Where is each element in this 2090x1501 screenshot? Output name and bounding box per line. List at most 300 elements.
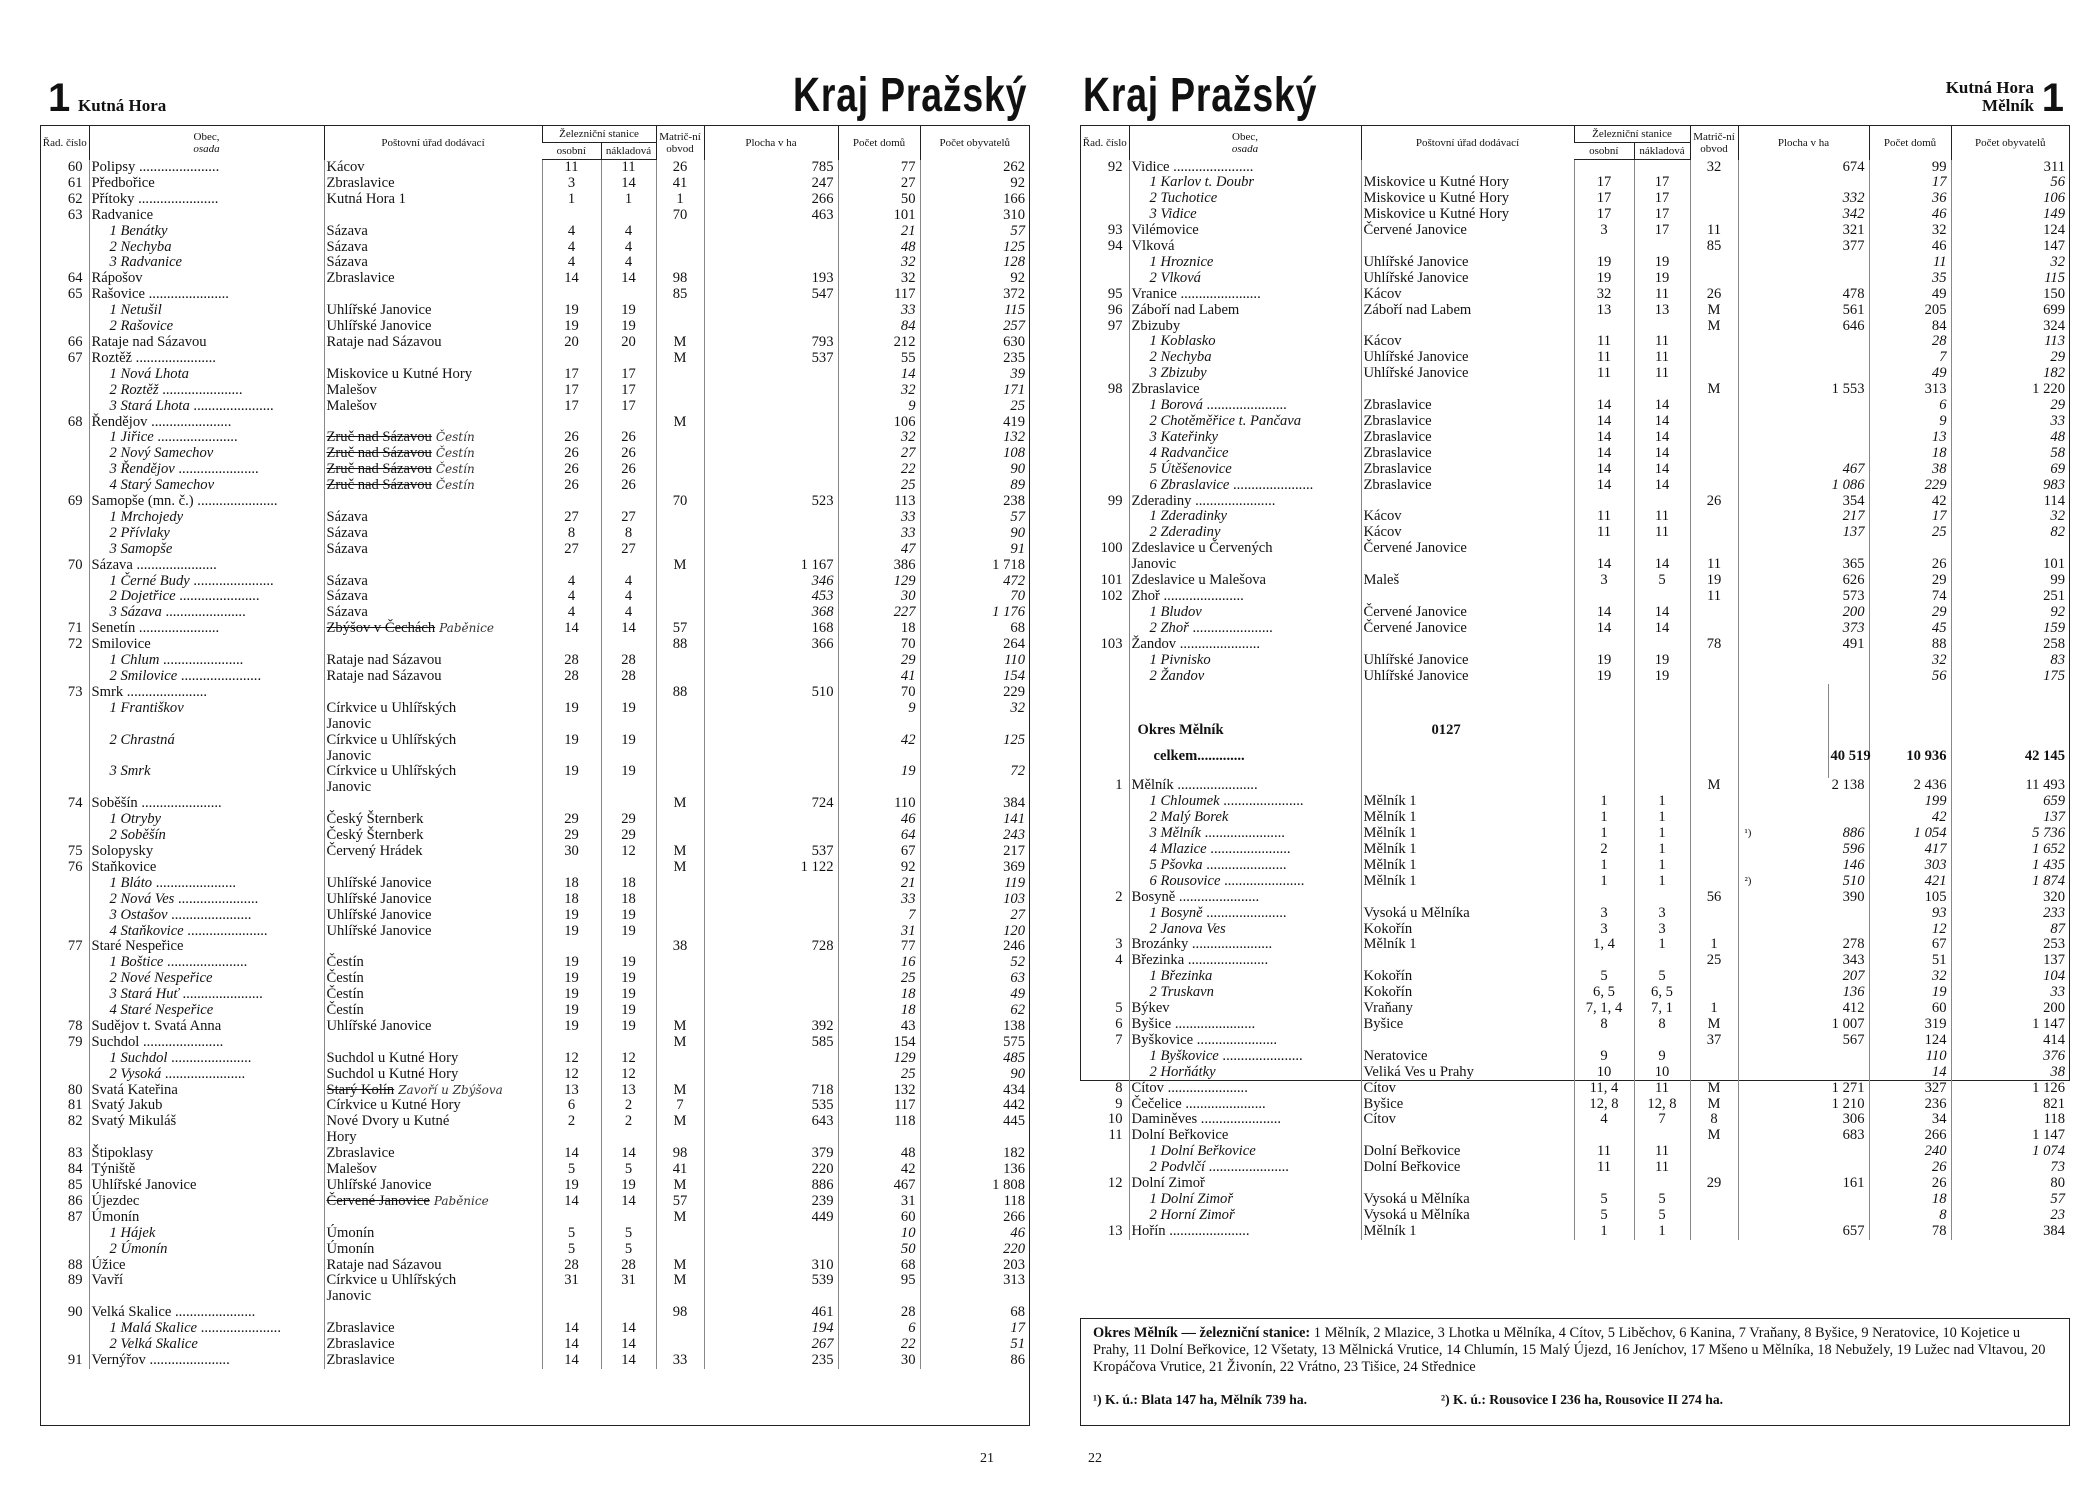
- table-row: [41, 415, 1029, 431]
- population: 99: [1951, 573, 2069, 589]
- population: 46: [920, 1226, 1029, 1242]
- row-number: [41, 669, 89, 685]
- post-office: Uhlířské Janovice: [1361, 653, 1574, 669]
- area-ha: 491: [1738, 637, 1869, 653]
- station-freight: 4: [601, 589, 656, 605]
- post-office: Zbraslavice: [1361, 414, 1574, 430]
- area-ha: 674: [1738, 160, 1869, 176]
- table-row: [41, 446, 1029, 462]
- area-ha: [704, 780, 838, 796]
- registry-district: M: [1690, 382, 1738, 398]
- table-row: [41, 685, 1029, 701]
- station-passenger: [1574, 890, 1634, 906]
- station-passenger: [542, 1035, 601, 1051]
- row-number: 83: [67, 1145, 83, 1162]
- registry-district: [1690, 446, 1738, 462]
- area-ha: [704, 526, 838, 542]
- station-passenger: 5: [542, 1226, 601, 1242]
- registry-district: [1690, 271, 1738, 287]
- population: 101: [1951, 557, 2069, 573]
- registry-district: [1690, 794, 1738, 810]
- table-row: [1081, 605, 2069, 621]
- population: 57: [1951, 1192, 2069, 1208]
- post-office: Mělník 1: [1361, 874, 1574, 890]
- registry-district: [1690, 525, 1738, 541]
- population: 138: [920, 1019, 1029, 1035]
- region-title: Kraj Pražský: [792, 69, 1027, 122]
- municipality-name: Zhoř ......................: [1129, 589, 1361, 605]
- registry-district: [656, 987, 704, 1003]
- post-office: Církvice u Uhlířských: [324, 1273, 542, 1289]
- registry-district: [1690, 398, 1738, 414]
- post-office: Malešov: [324, 1162, 542, 1178]
- station-freight: 8: [601, 526, 656, 542]
- table-row: [41, 510, 1029, 526]
- population: 70: [920, 589, 1029, 605]
- population: 821: [1951, 1097, 2069, 1113]
- population: 92: [920, 271, 1029, 287]
- empty-cell: [1634, 684, 1690, 698]
- station-freight: 8: [1634, 1017, 1690, 1033]
- population: 1 435: [1951, 858, 2069, 874]
- population: 266: [920, 1210, 1029, 1226]
- settlement-name: 1 Chloumek ......................: [1129, 794, 1361, 810]
- station-passenger: 19: [542, 319, 601, 335]
- registry-district: M: [1690, 1128, 1738, 1144]
- row-number: 62: [67, 190, 83, 207]
- post-office: Církvice u Kutné Hory: [324, 1098, 542, 1114]
- station-passenger: 3: [1574, 922, 1634, 938]
- station-freight: 14: [1634, 557, 1690, 573]
- population: 104: [1951, 969, 2069, 985]
- station-freight: 11: [601, 160, 656, 176]
- municipality-name: Zdeslavice u Červených: [1129, 541, 1361, 557]
- settlement-name: 1 Benátky: [89, 224, 324, 240]
- row-number: [1081, 1049, 1129, 1065]
- municipality-name: Mělník ......................: [1129, 778, 1361, 794]
- station-passenger: 28: [542, 1258, 601, 1274]
- population: 983: [1951, 478, 2069, 494]
- population: 1 147: [1951, 1128, 2069, 1144]
- empty-cell: [1574, 698, 1634, 712]
- post-office: Suchdol u Kutné Hory: [324, 1067, 542, 1083]
- house-count: 21: [838, 876, 920, 892]
- population: 1 718: [920, 558, 1029, 574]
- area-ha: 168: [704, 621, 838, 637]
- registry-district: [1690, 874, 1738, 890]
- post-office: Vysoká u Mělníka: [1361, 906, 1574, 922]
- table-row: [1081, 1128, 2069, 1144]
- area-ha: [704, 701, 838, 717]
- house-count: 110: [1869, 1049, 1951, 1065]
- area-ha: [1738, 906, 1869, 922]
- population: 32: [1951, 255, 2069, 271]
- row-number: 68: [67, 413, 83, 430]
- station-freight: 4: [601, 224, 656, 240]
- registry-district: [656, 574, 704, 590]
- post-office: Mělník 1: [1361, 826, 1574, 842]
- population: 137: [1951, 953, 2069, 969]
- population: 200: [1951, 1001, 2069, 1017]
- registry-district: 1: [1690, 1001, 1738, 1017]
- row-number: [41, 828, 89, 844]
- row-number: [41, 367, 89, 383]
- municipality-name: Brozánky ......................: [1129, 937, 1361, 953]
- table-row: [1081, 738, 2069, 764]
- settlement-name: 4 Staňkovice ......................: [89, 924, 324, 940]
- table-row: [1081, 653, 2069, 669]
- population: 258: [1951, 637, 2069, 653]
- station-freight: [601, 287, 656, 303]
- table-row: [1081, 810, 2069, 826]
- station-passenger: 11: [1574, 1160, 1634, 1176]
- settlement-name: 2 Dojetřice ......................: [89, 589, 324, 605]
- area-ha: 266: [704, 192, 838, 208]
- station-freight: 13: [1634, 303, 1690, 319]
- population: 1 220: [1951, 382, 2069, 398]
- area-ha: [704, 1067, 838, 1083]
- area-ha: 2 138: [1738, 778, 1869, 794]
- station-passenger: [542, 558, 601, 574]
- population: 106: [1951, 191, 2069, 207]
- row-number: 90: [67, 1304, 83, 1321]
- station-passenger: 4: [542, 255, 601, 271]
- station-passenger: 19: [542, 1178, 601, 1194]
- municipality-name: Rápošov: [89, 271, 324, 287]
- post-office: [324, 860, 542, 876]
- table-row: [41, 1098, 1029, 1114]
- population: 235: [920, 351, 1029, 367]
- area-ha: [704, 749, 838, 765]
- station-freight: 1: [1634, 842, 1690, 858]
- house-count: 421: [1869, 874, 1951, 890]
- house-count: 45: [1869, 621, 1951, 637]
- population: 113: [1951, 334, 2069, 350]
- station-passenger: 18: [542, 876, 601, 892]
- population: 141: [920, 812, 1029, 828]
- area-ha: [704, 415, 838, 431]
- area-ha: 136: [1738, 985, 1869, 1001]
- registry-district: M: [1690, 1097, 1738, 1113]
- area-ha: 247: [704, 176, 838, 192]
- post-office: Uhlířské Janovice: [1361, 366, 1574, 382]
- total-label: celkem.............: [1129, 738, 1361, 764]
- table-row: [1081, 1144, 2069, 1160]
- handwritten-correction: Čestín: [435, 446, 475, 461]
- registry-district: M: [656, 415, 704, 431]
- row-number: 97: [1107, 317, 1123, 334]
- row-number: 3: [1115, 936, 1123, 953]
- house-count: 49: [1869, 366, 1951, 382]
- area-ha: 561: [1738, 303, 1869, 319]
- table-row: [41, 860, 1029, 876]
- row-number: [41, 1321, 89, 1337]
- registry-district: 1: [1690, 937, 1738, 953]
- table-row: [41, 844, 1029, 860]
- area-ha: [704, 399, 838, 415]
- station-freight: [601, 208, 656, 224]
- station-freight: [601, 860, 656, 876]
- registry-district: M: [656, 1210, 704, 1226]
- station-freight: [601, 717, 656, 733]
- post-office: [324, 287, 542, 303]
- station-passenger: 19: [542, 733, 601, 749]
- row-number: [41, 319, 89, 335]
- station-freight: 17: [1634, 175, 1690, 191]
- post-office: [1361, 589, 1574, 605]
- station-freight: 12, 8: [1634, 1097, 1690, 1113]
- post-office: Sázava: [324, 224, 542, 240]
- station-freight: [601, 1130, 656, 1146]
- registry-district: [656, 669, 704, 685]
- post-office: Čestín: [324, 1003, 542, 1019]
- population: 1 652: [1951, 842, 2069, 858]
- house-count: 17: [1869, 509, 1951, 525]
- table-row: [41, 1242, 1029, 1258]
- population: 147: [1951, 239, 2069, 255]
- registry-district: [656, 446, 704, 462]
- station-freight: [1634, 778, 1690, 794]
- col-nakladova: nákladová: [1634, 143, 1690, 160]
- row-number: 5: [1115, 1000, 1123, 1017]
- station-freight: 19: [601, 303, 656, 319]
- area-ha: [704, 733, 838, 749]
- station-freight: 4: [601, 255, 656, 271]
- empty-cell: [1951, 764, 2069, 778]
- station-passenger: 26: [542, 446, 601, 462]
- population: [920, 717, 1029, 733]
- area-ha: 510: [704, 685, 838, 701]
- station-freight: 11: [1634, 509, 1690, 525]
- area-ha: 596: [1738, 842, 1869, 858]
- handwritten-correction: Čestín: [435, 430, 475, 445]
- registry-district: [656, 240, 704, 256]
- station-freight: 27: [601, 542, 656, 558]
- population: 175: [1951, 669, 2069, 685]
- post-office: Kokořín: [1361, 922, 1574, 938]
- post-office: [1361, 160, 1574, 176]
- post-office: [1361, 778, 1574, 794]
- row-number: [1081, 430, 1129, 446]
- row-number: [41, 876, 89, 892]
- area-ha: 366: [704, 637, 838, 653]
- area-ha: [704, 303, 838, 319]
- municipality-name: Úmonín: [89, 1210, 324, 1226]
- population: 115: [1951, 271, 2069, 287]
- house-count: 29: [1869, 573, 1951, 589]
- row-number: [1081, 478, 1129, 494]
- post-office: Starý Kolín Zavoří u Zbýšova: [324, 1083, 542, 1099]
- post-office: Rataje nad Sázavou: [324, 669, 542, 685]
- settlement-name: 1 Bludov: [1129, 605, 1361, 621]
- population: 39: [920, 367, 1029, 383]
- municipality-name: Dolní Zimoř: [1129, 1176, 1361, 1192]
- station-freight: 2: [601, 1098, 656, 1114]
- station-freight: 14: [601, 1321, 656, 1337]
- station-freight: 11: [1634, 287, 1690, 303]
- settlement-name: 2 Chotěměřice t. Pančava: [1129, 414, 1361, 430]
- population: 264: [920, 637, 1029, 653]
- table-row: [1081, 1049, 2069, 1065]
- population: 124: [1951, 223, 2069, 239]
- population: 52: [920, 955, 1029, 971]
- registry-district: [656, 224, 704, 240]
- house-count: 26: [1869, 1176, 1951, 1192]
- empty-cell: [1129, 764, 1361, 778]
- station-freight: 9: [1634, 1049, 1690, 1065]
- row-number: 77: [67, 938, 83, 955]
- house-count: 56: [1869, 669, 1951, 685]
- population: 203: [920, 1258, 1029, 1274]
- house-count: 42: [838, 1162, 920, 1178]
- station-freight: 5: [601, 1162, 656, 1178]
- registry-district: 56: [1690, 890, 1738, 906]
- house-count: 18: [838, 987, 920, 1003]
- house-count: 68: [838, 1258, 920, 1274]
- house-count: 36: [1869, 191, 1951, 207]
- table-row: [41, 1273, 1029, 1289]
- station-passenger: 12: [542, 1051, 601, 1067]
- post-office: Vysoká u Mělníka: [1361, 1208, 1574, 1224]
- left-page-header: [40, 58, 1027, 122]
- registry-district: [656, 399, 704, 415]
- post-office: Sázava: [324, 510, 542, 526]
- post-office: Zbraslavice: [324, 1146, 542, 1162]
- station-passenger: 26: [542, 430, 601, 446]
- station-passenger: 14: [1574, 414, 1634, 430]
- house-count: 32: [1869, 653, 1951, 669]
- post-office: Mělník 1: [1361, 1224, 1574, 1240]
- registry-district: 8: [1690, 1112, 1738, 1128]
- station-passenger: [542, 494, 601, 510]
- table-row: [41, 1178, 1029, 1194]
- table-row: [41, 605, 1029, 621]
- region-title: Kraj Pražský: [1083, 69, 1318, 122]
- row-number: 98: [1107, 381, 1123, 398]
- area-ha: 1 122: [704, 860, 838, 876]
- house-count: 32: [838, 383, 920, 399]
- station-passenger: [542, 939, 601, 955]
- municipality-name: [89, 717, 324, 733]
- station-passenger: 5: [1574, 969, 1634, 985]
- station-passenger: [542, 860, 601, 876]
- table-row: [41, 351, 1029, 367]
- house-count: 19: [838, 764, 920, 780]
- table-row: [41, 1083, 1029, 1099]
- row-number: [41, 924, 89, 940]
- population: 90: [920, 1067, 1029, 1083]
- settlement-name: 3 Radvanice: [89, 255, 324, 271]
- table-row: [41, 1210, 1029, 1226]
- post-office: [324, 558, 542, 574]
- registry-district: 85: [1690, 239, 1738, 255]
- col-zel: Železniční stanice: [542, 126, 656, 143]
- table-row: [1081, 398, 2069, 414]
- registry-district: M: [656, 1178, 704, 1194]
- row-number: 85: [67, 1177, 83, 1193]
- house-count: 50: [838, 192, 920, 208]
- post-office: Zbraslavice: [1361, 446, 1574, 462]
- station-freight: 19: [601, 1178, 656, 1194]
- station-freight: 11: [1634, 350, 1690, 366]
- table-row: [41, 558, 1029, 574]
- post-office: Mělník 1: [1361, 810, 1574, 826]
- row-number: [41, 955, 89, 971]
- house-count: 33: [838, 892, 920, 908]
- municipality-name: Velká Skalice ......................: [89, 1305, 324, 1321]
- station-freight: 7, 1: [1634, 1001, 1690, 1017]
- post-office: Český Šternberk: [324, 812, 542, 828]
- table-row: [41, 939, 1029, 955]
- population: 313: [920, 1273, 1029, 1289]
- municipality-name: Daminěves ......................: [1129, 1112, 1361, 1128]
- area-ha: 467: [1738, 462, 1869, 478]
- station-passenger: 11: [1574, 525, 1634, 541]
- post-office: Kutná Hora 1: [324, 192, 542, 208]
- post-office: Cítov: [1361, 1112, 1574, 1128]
- area-ha: [704, 828, 838, 844]
- table-row: [1081, 223, 2069, 239]
- station-passenger: 1: [1574, 810, 1634, 826]
- area-ha: 239: [704, 1194, 838, 1210]
- settlement-name: 1 Netušil: [89, 303, 324, 319]
- station-freight: 17: [601, 399, 656, 415]
- settlement-name: 1 Dolní Zimoř: [1129, 1192, 1361, 1208]
- settlement-name: 1 Hájek: [89, 1226, 324, 1242]
- table-row: [41, 812, 1029, 828]
- empty-cell: [1361, 764, 1574, 778]
- population: 57: [920, 510, 1029, 526]
- table-row: [41, 1258, 1029, 1274]
- station-freight: [601, 1289, 656, 1305]
- station-passenger: [542, 208, 601, 224]
- empty-cell: [1081, 738, 1129, 764]
- station-passenger: 6, 5: [1574, 985, 1634, 1001]
- post-office: Červené Janovice: [1361, 621, 1574, 637]
- post-office: Uhlířské Janovice: [1361, 271, 1574, 287]
- population: 253: [1951, 937, 2069, 953]
- population: 630: [920, 335, 1029, 351]
- post-office: [1361, 1033, 1574, 1049]
- station-passenger: 11, 4: [1574, 1081, 1634, 1097]
- house-count: 118: [838, 1114, 920, 1130]
- station-freight: 14: [1634, 446, 1690, 462]
- table-row: [41, 335, 1029, 351]
- population: 89: [920, 478, 1029, 494]
- population: [920, 780, 1029, 796]
- station-passenger: 5: [542, 1242, 601, 1258]
- post-office: Janovic: [324, 749, 542, 765]
- station-freight: 26: [601, 462, 656, 478]
- station-passenger: 11: [542, 160, 601, 176]
- table-row: [1081, 637, 2069, 653]
- area-ha: [704, 240, 838, 256]
- area-ha: 392: [704, 1019, 838, 1035]
- col-nakladova: nákladová: [601, 143, 656, 160]
- municipality-name: Přítoky ......................: [89, 192, 324, 208]
- population: 92: [920, 176, 1029, 192]
- row-number: [41, 780, 89, 796]
- population: 110: [920, 653, 1029, 669]
- registry-district: [1690, 1144, 1738, 1160]
- settlement-name: 1 Karlov t. Doubr: [1129, 175, 1361, 191]
- post-office: Zbraslavice: [324, 1321, 542, 1337]
- station-freight: [601, 415, 656, 431]
- post-office: Uhlířské Janovice: [324, 1178, 542, 1194]
- settlement-name: 2 Nová Ves ......................: [89, 892, 324, 908]
- municipality-name: Svatá Kateřina: [89, 1083, 324, 1099]
- area-ha: 793: [704, 335, 838, 351]
